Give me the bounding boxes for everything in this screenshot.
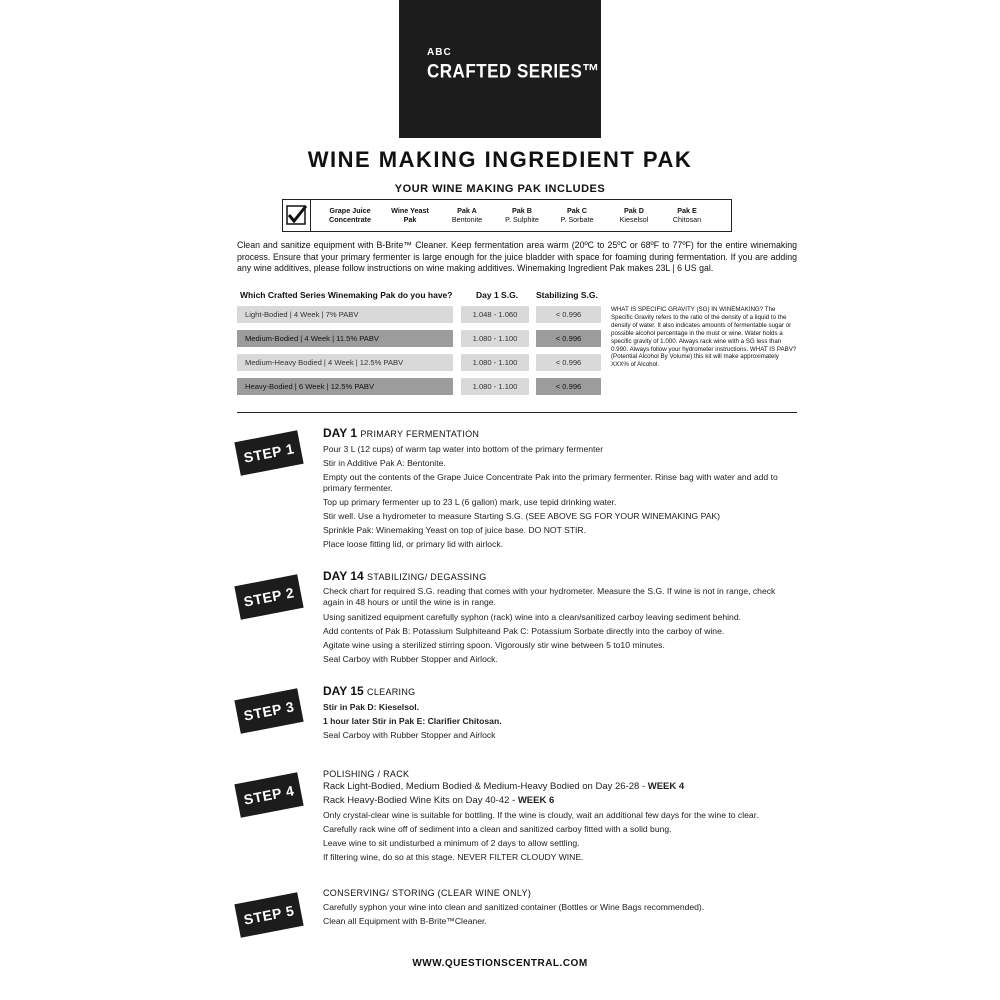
includes-box xyxy=(282,199,732,232)
include-item: Pak B P. Sulphite xyxy=(505,206,539,224)
step-line: Pour 3 L (12 cups) of warm tap water into bottom of the primary fermenter xyxy=(323,444,604,454)
include-item: Pak C P. Sorbate xyxy=(560,206,594,224)
brand-series: CRAFTED SERIES™ xyxy=(427,60,600,82)
table-row-stab: < 0.996 xyxy=(536,306,601,323)
step-4-heading: POLISHING / RACK xyxy=(323,769,410,779)
table-row-kit: Medium-Heavy Bodied | 4 Week | 12.5% PABV xyxy=(237,354,453,371)
step-3-tag: STEP 3 xyxy=(234,688,303,734)
table-row-day1: 1.048 - 1.060 xyxy=(461,306,529,323)
table-row-day1: 1.080 - 1.100 xyxy=(461,378,529,395)
step-line: Clean all Equipment with B-Brite™Cleaner. xyxy=(323,916,487,926)
include-item: Pak A Bentonite xyxy=(451,206,483,224)
step-line: Stir in Additive Pak A: Bentonite. xyxy=(323,458,446,468)
table-row-stab: < 0.996 xyxy=(536,354,601,371)
step-line: Seal Carboy with Rubber Stopper and Airlock. xyxy=(323,654,498,664)
table-row-kit: Light-Bodied | 4 Week | 7% PABV xyxy=(237,306,453,323)
include-item: Grape Juice Concentrate xyxy=(329,206,371,224)
sg-note: WHAT IS SPECIFIC GRAVITY (SG) IN WINEMAKING? The Specific Gravity refers to the ratio of the density of a liquid to the density of water. It also indicates amounts of fermentable sugar or possible alcohol percentage in the must or wine. Water holds a specific gravity of 1.000. Always rack wine with a SG less than 0.990. Always follow your hydrometer instructions. WHAT IS PABV? (Potential Alcohol By Volume) this kit will make approximately XXX% of Alcohol. xyxy=(611,306,797,369)
step-line: Add contents of Pak B: Potassium Sulphiteand Pak C: Potassium Sorbate directly into the carboy of wine. xyxy=(323,626,725,636)
rack-line-1: Rack Light-Bodied, Medium Bodied & Medium-Heavy Bodied on Day 26-28 - WEEK 4 xyxy=(323,781,685,792)
brand-abc: ABC xyxy=(427,47,452,58)
table-row-kit: Heavy-Bodied | 6 Week | 12.5% PABV xyxy=(237,378,453,395)
step-line: Carefully syphon your wine into clean and sanitized container (Bottles or Wine Bags recommended). xyxy=(323,902,705,912)
checkmark-icon xyxy=(283,200,311,231)
step-3-heading: DAY 15 CLEARING xyxy=(323,684,416,698)
table-row-day1: 1.080 - 1.100 xyxy=(461,354,529,371)
page-title: WINE MAKING INGREDIENT PAK xyxy=(307,147,693,172)
divider xyxy=(237,412,797,413)
table-header-day1: Day 1 S.G. xyxy=(476,290,519,300)
table-row-stab: < 0.996 xyxy=(536,378,601,395)
website-footer[interactable]: WWW.QUESTIONSCENTRAL.COM xyxy=(412,958,588,969)
table-row-day1: 1.080 - 1.100 xyxy=(461,330,529,347)
step-line: Sprinkle Pak: Winemaking Yeast on top of juice base. DO NOT STIR. xyxy=(323,525,587,535)
include-item: Wine Yeast Pak xyxy=(391,206,429,224)
table-header-stabilizing: Stabilizing S.G. xyxy=(536,290,598,300)
includes-subtitle: YOUR WINE MAKING PAK INCLUDES xyxy=(394,183,606,195)
step-line: Using sanitized equipment carefully syphon (rack) wine into a clean/sanitized carboy leaving sediment behind. xyxy=(323,612,741,622)
table-header-kit: Which Crafted Series Winemaking Pak do you have? xyxy=(240,290,453,300)
step-line: Seal Carboy with Rubber Stopper and Airlock xyxy=(323,730,496,740)
step-5-tag: STEP 5 xyxy=(234,892,303,938)
step-line: Carefully rack wine off of sediment into a clean and sanitized carboy fitted with a solid bung. xyxy=(323,824,672,834)
step-line: Stir in Pak D: Kieselsol. xyxy=(323,702,419,712)
include-item: Pak E Chitosan xyxy=(672,206,702,224)
step-line: Agitate wine using a sterilized stirring spoon. Vigorously stir wine between 5 to10 minutes. xyxy=(323,640,665,650)
rack-line-2: Rack Heavy-Bodied Wine Kits on Day 40-42 - WEEK 6 xyxy=(323,795,555,806)
step-line: Place loose fitting lid, or primary lid with airlock. xyxy=(323,539,504,549)
table-row-stab: < 0.996 xyxy=(536,330,601,347)
step-line: Empty out the contents of the Grape Juice Concentrate Pak into the primary fermenter. Rinse bag with water and add to primary fermenter. xyxy=(323,472,778,493)
step-line: Top up primary fermenter up to 23 L (6 gallon) mark, use tepid drinking water. xyxy=(323,497,617,507)
step-line: 1 hour later Stir in Pak E: Clarifier Chitosan. xyxy=(323,716,502,726)
step-1-tag: STEP 1 xyxy=(234,430,303,476)
step-1-heading: DAY 1 PRIMARY FERMENTATION xyxy=(323,426,480,440)
step-2-tag: STEP 2 xyxy=(234,574,303,620)
step-line: Check chart for required S.G. reading that comes with your hydrometer. Measure the S.G. If wine is not in range, check again in 48 hours or until the wine is in range. xyxy=(323,586,776,607)
step-line: Stir well. Use a hydrometer to measure Starting S.G. (SEE ABOVE SG FOR YOUR WINEMAKING PAK) xyxy=(323,511,721,521)
step-2-heading: DAY 14 STABILIZING/ DEGASSING xyxy=(323,569,487,583)
step-5-heading: CONSERVING/ STORING (CLEAR WINE ONLY) xyxy=(323,888,532,898)
step-line: Only crystal-clear wine is suitable for bottling. If the wine is cloudy, wait an additional few days for the wine to clear. xyxy=(323,810,759,820)
table-row-kit: Medium-Bodied | 4 Week | 11.5% PABV xyxy=(237,330,453,347)
step-line: If filtering wine, do so at this stage. NEVER FILTER CLOUDY WINE. xyxy=(323,852,584,862)
intro-paragraph: Clean and sanitize equipment with B-Brite™ Cleaner. Keep fermentation area warm (20ºC to 25ºC or 68ºF to 77ºF) for the entire winemaking process. Ensure that your primary fermenter is large enough for the juice bladder with space for foaming during fermentation. If you are adding any wine additives, please follow instructions on wine making additives. Winemaking Ingredient Pak makes 23L | 6 US gal. xyxy=(237,240,797,273)
step-line: Leave wine to sit undisturbed a minimum of 2 days to allow settling. xyxy=(323,838,580,848)
brand-banner xyxy=(399,0,601,138)
include-item: Pak D Kieselsol xyxy=(619,206,649,224)
step-4-tag: STEP 4 xyxy=(234,772,303,818)
